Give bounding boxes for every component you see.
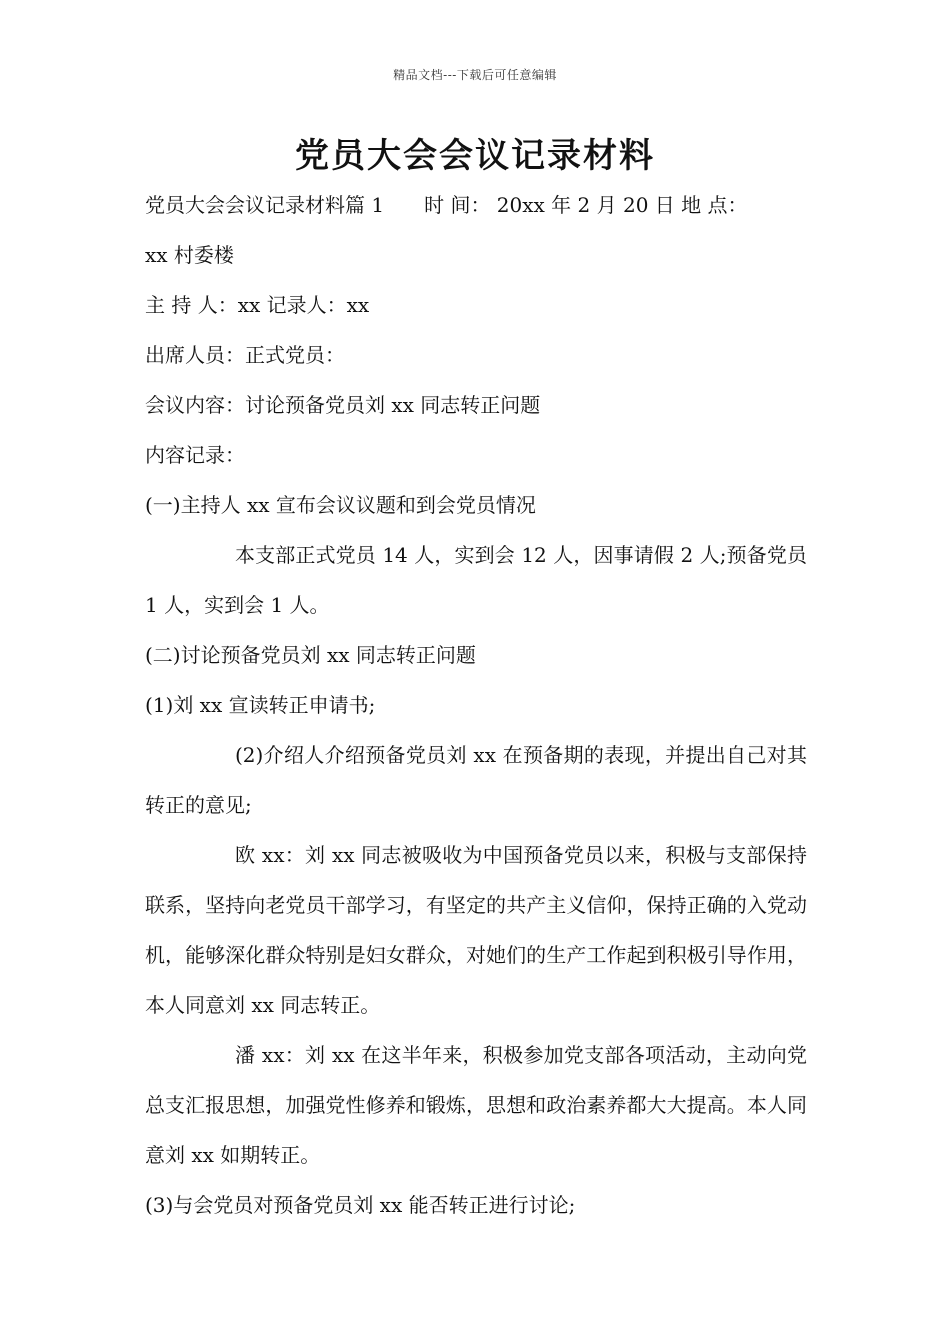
- intro-location: xx 村委楼: [145, 243, 234, 267]
- host-line: 主 持 人：xx 记录人：xx: [145, 293, 370, 317]
- intro-line: [145, 180, 807, 230]
- agenda-line: 会议内容：讨论预备党员刘 xx 同志转正问题: [145, 393, 541, 417]
- section-2-heading: (二)讨论预备党员刘 xx 同志转正问题: [145, 643, 476, 667]
- document-title: 党员大会会议记录材料: [295, 136, 655, 176]
- intro-title: 党员大会会议记录材料篇 1: [145, 193, 385, 217]
- item-1: (1)刘 xx 宣读转正申请书;: [145, 693, 376, 717]
- section-1-body: 本支部正式党员 14 人，实到会 12 人，因事请假 2 人;预备党员 1 人，实到会 1 人。: [145, 543, 807, 617]
- document-body: [145, 180, 807, 1230]
- attendees-line: 出席人员：正式党员：: [145, 343, 345, 367]
- section-1-heading: (一)主持人 xx 宣布会议议题和到会党员情况: [145, 493, 536, 517]
- header-note: 精品文档---下载后可任意编辑: [393, 68, 557, 82]
- item-2: (2)介绍人介绍预备党员刘 xx 在预备期的表现，并提出自己对其转正的意见;: [145, 743, 807, 817]
- item-3: (3)与会党员对预备党员刘 xx 能否转正进行讨论;: [145, 1193, 576, 1217]
- record-label: 内容记录：: [145, 443, 245, 467]
- statement-ou: 欧 xx：刘 xx 同志被吸收为中国预备党员以来，积极与支部保持联系，坚持向老党员干部学习，有坚定的共产主义信仰，保持正确的入党动机，能够深化群众特别是妇女群众，对她们的生产工作起到积极引导作用，本人同意刘 xx 同志转正。: [145, 843, 807, 1017]
- intro-time-place: 时 间： 20xx 年 2 月 20 日 地 点：: [424, 193, 748, 217]
- statement-pan: 潘 xx：刘 xx 在这半年来，积极参加党支部各项活动，主动向党总支汇报思想，加强党性修养和锻炼，思想和政治素养都大大提高。本人同意刘 xx 如期转正。: [145, 1043, 807, 1167]
